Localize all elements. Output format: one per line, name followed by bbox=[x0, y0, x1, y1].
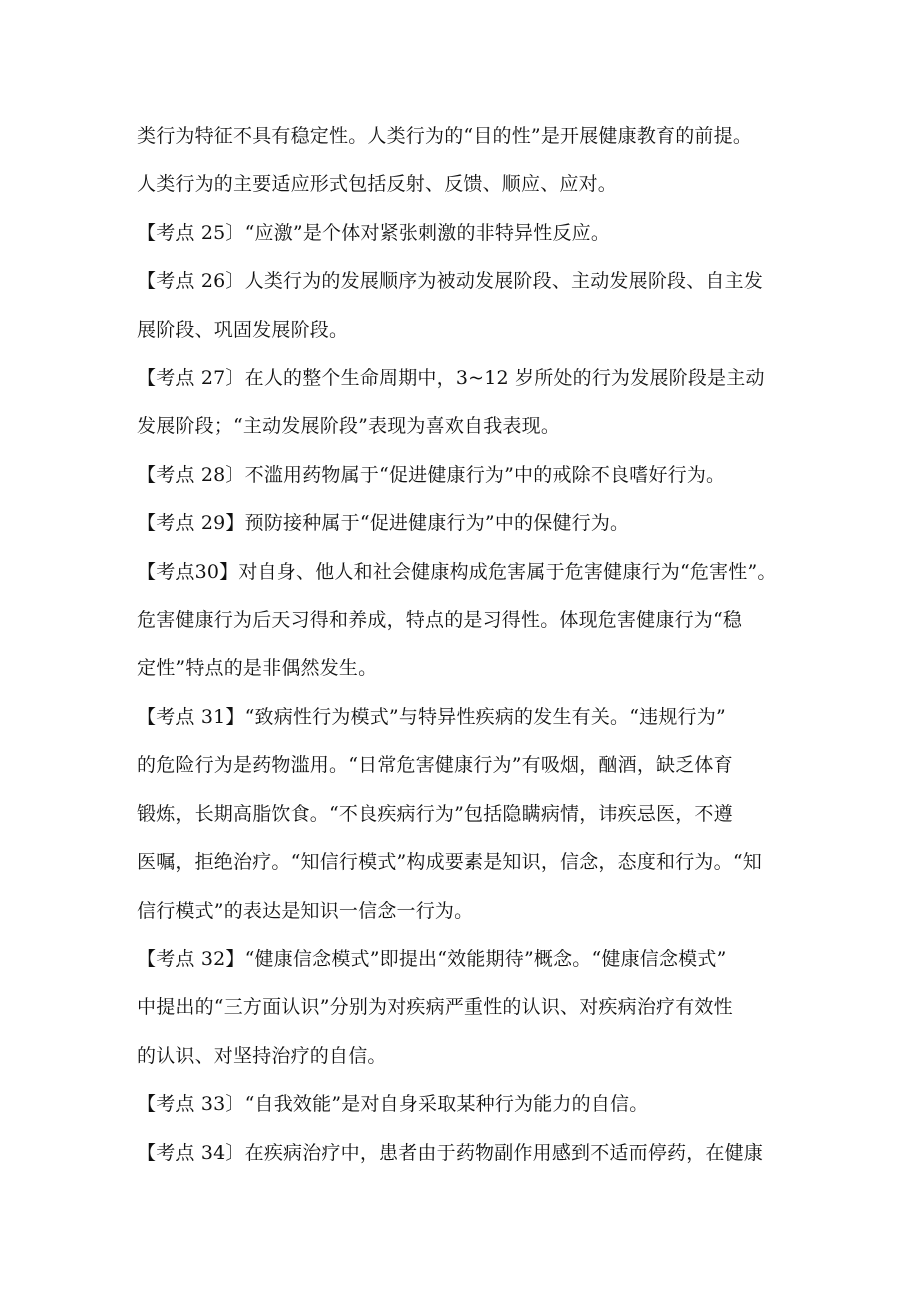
paragraph bbox=[137, 548, 797, 693]
paragraph bbox=[137, 209, 797, 257]
text-line: 【考点 25〕“应激”是个体对紧张刺激的非特异性反应。 bbox=[137, 221, 611, 244]
text-line: 医嘱，拒绝治疗。“知信行模式”构成要素是知识，信念，态度和行为。“知 bbox=[137, 851, 762, 874]
paragraph bbox=[137, 1129, 797, 1177]
document-body bbox=[137, 112, 797, 1177]
paragraph bbox=[137, 935, 797, 1080]
text-line: 【考点 33〕“自我效能”是对自身采取某种行为能力的自信。 bbox=[137, 1093, 649, 1116]
text-line: 【考点 34〕在疾病治疗中，患者由于药物副作用感到不适而停药，在健康 bbox=[137, 1141, 764, 1164]
text-line: 【考点 29】预防接种属于“促进健康行为”中的保健行为。 bbox=[137, 512, 630, 535]
text-line: 【考点 26〕人类行为的发展顺序为被动发展阶段、主动发展阶段、自主发 bbox=[137, 270, 764, 293]
paragraph bbox=[137, 451, 797, 499]
text-line: 类行为特征不具有稳定性。人类行为的“目的性”是开展健康教育的前提。 bbox=[137, 125, 753, 147]
text-line: 锻炼，长期高脂饮食。“不良疾病行为”包括隐瞒病情，讳疾忌医，不遵 bbox=[137, 802, 733, 825]
text-line: 【考点 27〕在人的整个生命周期中，3~12 岁所处的行为发展阶段是主动 bbox=[137, 367, 765, 390]
text-line: 的认识、对坚持治疗的自信。 bbox=[137, 1044, 387, 1067]
paragraph bbox=[137, 1080, 797, 1128]
text-line: 【考点 31】“致病性行为模式”与特异性疾病的发生有关。“违规行为” bbox=[137, 705, 726, 728]
text-line: 人类行为的主要适应形式包括反射、反馈、顺应、应对。 bbox=[137, 173, 618, 196]
paragraph bbox=[137, 693, 797, 935]
text-line: 展阶段、巩固发展阶段。 bbox=[137, 318, 349, 341]
paragraph bbox=[137, 257, 797, 354]
text-line: 【考点 32】“健康信念模式”即提出“效能期待”概念。“健康信念模式” bbox=[137, 947, 727, 970]
text-line: 定性”特点的是非偶然发生。 bbox=[137, 657, 378, 680]
text-line: 【考点 28〕不滥用药物属于“促进健康行为”中的戒除不良嗜好行为。 bbox=[137, 463, 726, 486]
text-line: 【考点30】对自身、他人和社会健康构成危害属于危害健康行为“危害性”。 bbox=[137, 560, 777, 583]
text-line: 的危险行为是药物滥用。“日常危害健康行为”有吸烟，酗酒，缺乏体育 bbox=[137, 754, 733, 777]
paragraph bbox=[137, 354, 797, 451]
text-line: 信行模式”的表达是知识一信念一行为。 bbox=[137, 899, 474, 922]
paragraph bbox=[137, 499, 797, 547]
text-line: 中提出的“三方面认识”分别为对疾病严重性的认识、对疾病治疗有效性 bbox=[137, 996, 733, 1019]
text-line: 危害健康行为后天习得和养成，特点的是习得性。体现危害健康行为“稳 bbox=[137, 609, 743, 632]
text-line: 发展阶段；“主动发展阶段”表现为喜欢自我表现。 bbox=[137, 415, 561, 438]
paragraph bbox=[137, 112, 797, 209]
